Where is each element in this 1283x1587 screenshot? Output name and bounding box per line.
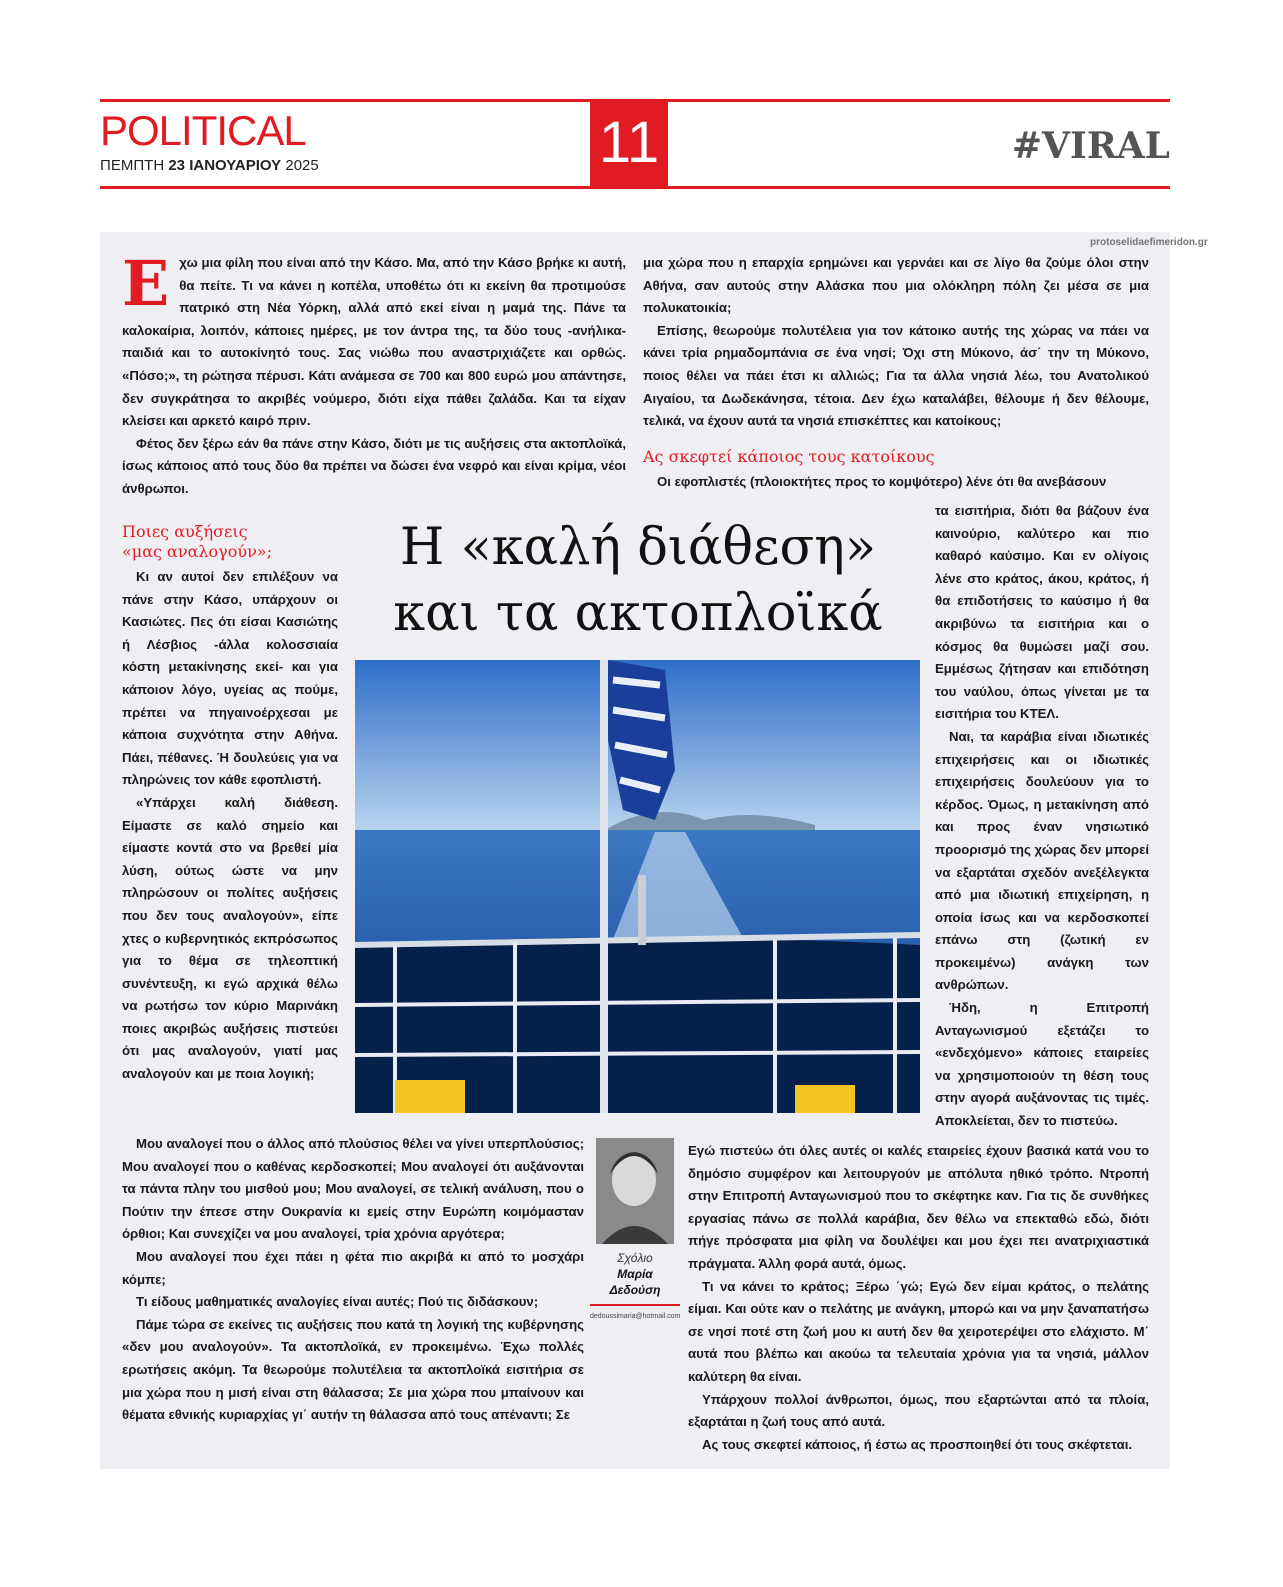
headline-line: και τα ακτοπλοϊκά xyxy=(393,584,883,643)
date-main: 23 ΙΑΝΟΥΑΡΙΟΥ xyxy=(168,157,282,174)
subheading-line: Ποιες αυξήσεις xyxy=(122,522,248,541)
date-year: 2025 xyxy=(285,157,319,174)
author-role: Σχόλιο xyxy=(617,1251,653,1265)
column-2-bottom xyxy=(688,1140,1149,1456)
paragraph: Πάμε τώρα σε εκείνες τις αυξήσεις που κατά τη λογική της κυβέρνησης «δεν μου αναλογούν». Τα ακτοπλοϊκά, εν προκειμένω. Έχω πολλές ερωτήσεις ακόμη. Τα θεωρούμε πολυτέλεια τα ακτοπλοϊκά εισιτήρια σε μια χώρα που η μισή είναι στη θάλασσα; Σε μια χώρα που μπαίνουν και θέματα εθνικής κυριαρχίας γι΄ αυτήν τη θάλασσα από τους απέναντι; Σε xyxy=(122,1316,584,1423)
paragraph: Τι να κάνει το κράτος; Ξέρω ΄γώ; Εγώ δεν είμαι κράτος, ο πελάτης είμαι. Και ούτε καν ο πελάτης με ανάγκη, μπορώ και να μην ξαναπατήσω σε νησί ποτέ στη ζωή μου κι αυτή δεν θα χειροτερέψει στο ελάχιστο. Μ΄ αυτά που βλέπω και ακούω τα τελευταία χρόνια για τα νησιά, μάλλον καλύτερη θα είναι. xyxy=(688,1278,1149,1384)
paragraph: Κι αν αυτοί δεν επιλέξουν να πάνε στην Κάσο, υπάρχουν οι Κασιώτες. Πες ότι είσαι Κασιώτης ή Λέσβιος -άλλα κολοσσιαία κόστη μετακίνησης εκεί- και για κάποιον λόγο, υγείας ας πούμε, πρέπει να πηγαινοέρχεσαι με κάποια συχνότητα στην Αθήνα. Πάει, πέθανες. Ή δουλεύεις για να πληρώνεις τον κάθε εφοπλιστή. xyxy=(122,569,338,788)
paragraph: μια χώρα που η επαρχία ερημώνει και γερνάει και σε λίγο θα ζούμε όλοι στην Αθήνα, σαν αυτούς στην Αλάσκα που μια ολόκληρη πόλη ζει μέσα σε μια πολυκατοικία; xyxy=(643,255,1149,316)
subheading: Ας σκεφτεί κάποιος τους κατοίκους xyxy=(643,446,935,466)
paragraph: Μου αναλογεί που έχει πάει η φέτα πιο ακριβά κι από το μοσχάρι κόμπε; xyxy=(122,1248,584,1287)
author-email[interactable]: dedoussimaria@hotmail.com xyxy=(590,1304,680,1325)
subheading xyxy=(122,522,338,562)
subheading-line: «μας αναλογούν»; xyxy=(122,542,272,561)
paragraph: χω μια φίλη που είναι από την Κάσο. Μα, από την Κάσο βρήκε κι αυτή, θα πείτε. Τι να κάνει η κοπέλα, υποθέτω ότι κι εκείνη θα προτιμούσε πατρικό στη Νέα Υόρκη, αλλά από εκεί είναι η μαμά της. Πάνε τα καλοκαίρια, λοιπόν, κάποιες ημέρες, με τον άντρα της, τα δύο τους -ανήλικα- παιδιά και το αυτοκίνητό τους. Σας νιώθω που αναστριχιάζετε και ορθώς. «Πόσο;», τη ρώτησα πέρυσι. Κάτι ανάμεσα σε 700 και 800 ευρώ μου απάντησε, δεν συγκράτησα το ακριβές νούμερο, διότι είχα πάθει ζαλάδα. Και τα είχαν κλείσει και αρκετό καιρό πριν. xyxy=(122,255,626,429)
article-headline xyxy=(358,515,918,647)
ferry-illustration xyxy=(355,660,920,1113)
paragraph: «Υπάρχει καλή διάθεση. Είμαστε σε καλό σημείο και είμαστε κοντά στο να βρεθεί μία λύση, ούτως ώστε να μην πληρώσουν οι πολίτες αυξήσεις που δεν τους αναλογούν», είπε χτες ο κυβερνητικός εκπρόσωπος για το θέμα σε τηλεοπτική συνέντευξη, κι εγώ αρχικά θέλω να ρωτήσω τον κύριο Μαρινάκη ποιες ακριβώς αυξήσεις πιστεύει ότι μας αναλογούν, γιατί μας αναλογούν και με ποια λογική; xyxy=(122,794,338,1082)
column-2-top xyxy=(643,252,1149,493)
column-1-bottom xyxy=(122,1133,584,1427)
column-2-narrow xyxy=(935,500,1149,1133)
watermark: protoselidaefimeridon.gr xyxy=(1090,237,1208,248)
paragraph: Φέτος δεν ξέρω εάν θα πάνε στην Κάσο, διότι με τις αυξήσεις στα ακτοπλοϊκά, ίσως κάποιος από τους δύο θα πρέπει να δώσει ένα νεφρό και είναι κρίμα, νέοι άνθρωποι. xyxy=(122,435,626,496)
page-number: 11 xyxy=(590,100,668,186)
paragraph: Ας τους σκεφτεί κάποιος, ή έστω ας προσποιηθεί ότι τους σκέφτεται. xyxy=(702,1436,1133,1452)
paragraph: Υπάρχουν πολλοί άνθρωποι, όμως, που εξαρτώνται από τα πλοία, εξαρτάται η ζωή τους από αυτά. xyxy=(688,1391,1149,1430)
paragraph: Ήδη, η Επιτροπή Ανταγωνισμού εξετάζει το «ενδεχόμενο» κάποιες εταιρείες να χρησιμοποιούν τη θέση τους στην αγορά αυξάνοντας τις τιμές. Αποκλείεται, δεν το πιστεύω. xyxy=(935,1000,1149,1129)
headline-line: Η «καλή διάθεση» xyxy=(399,518,877,577)
header-bottom-rule xyxy=(100,186,1170,189)
column-1-narrow xyxy=(122,522,338,1086)
paragraph: Τι είδους μαθηματικές αναλογίες είναι αυτές; Πού τις διδάσκουν; xyxy=(136,1294,539,1310)
date-prefix: ΠΕΜΠΤΗ xyxy=(100,157,165,174)
author-last-name: Δεδούση xyxy=(609,1283,661,1297)
brand-logo: POLITICAL xyxy=(100,107,306,154)
paragraph: τα εισιτήρια, διότι θα βάζουν ένα καινούριο, καλύτερο και πιο καθαρό καύσιμο. Και εν ολίγοις λένε στο κράτος, άκου, κράτος, ή θα επιδοτήσεις το καύσιμο ή θα ακριβύνω τα εισιτήρια και ο κόσμος θα θυμώσει μαζί σου. Εμμέσως ζήτησαν και επιδότηση του ναύλου, όπως γίνεται με τα εισιτήρια του ΚΤΕΛ. xyxy=(935,503,1149,722)
paragraph: Οι εφοπλιστές (πλοιοκτήτες προς το κομψότερο) λένε ότι θα ανεβάσουν xyxy=(657,473,1107,489)
ferry-photo xyxy=(355,660,920,1113)
paragraph: Επίσης, θεωρούμε πολυτέλεια για τον κάτοικο αυτής της χώρας να πάει να κάνει τρία ρημαδομπάνια σε ένα νησί; Όχι στη Μύκονο, άσ΄ την τη Μύκονο, ποιος θέλει να πάει έτσι κι αλλιώς; Για τα άλλα νησιά λέω, του Ανατολικού Αιγαίου, τα Δωδεκάνησα, τέτοια. Δεν έχω καταλάβει, θέλουμε ή δεν θέλουμε, τελικά, να έχουν αυτά τα νησιά επισκέπτες και κατοίκους; xyxy=(643,322,1149,429)
dateline xyxy=(100,157,319,174)
author-portrait xyxy=(596,1138,674,1244)
paragraph: Ναι, τα καράβια είναι ιδιωτικές επιχειρήσεις και οι ιδιωτικές επιχειρήσεις δουλεύουν για το κέρδος. Όμως, η μετακίνηση από και προς έναν νησιωτικό προορισμό της χώρας δεν μπορεί να εξαρτάται σχεδόν ανεξέλεγκτα από μια ιδιωτική επιχείρηση, η οποία ίσως και να κερδοσκοπεί επάνω στη (ζωτική εν προκειμένω) ανάγκη των ανθρώπων. xyxy=(935,728,1149,993)
drop-cap: Ε xyxy=(122,247,170,320)
section-label: #VIRAL xyxy=(1011,125,1170,167)
paragraph: Εγώ πιστεύω ότι όλες αυτές οι καλές εταιρείες έχουν βασικά κατά νου το δημόσιο συμφέρον και λειτουργούν με απόλυτα ηθικό τρόπο. Ντροπή στην Επιτροπή Ανταγωνισμού που το σκέφτηκε καν. Για τις δε συνθήκες εργασίας πάνω σε πολλά καράβια, δεν θέλω να επεκταθώ εδώ, διότι πήγε πρόσφατα μια φίλη να δουλέψει και μου έχει πει ανατριχιαστικά πράγματα. Άλλη φορά αυτά, όμως. xyxy=(688,1143,1149,1271)
author-photo xyxy=(596,1138,674,1244)
author-first-name: Μαρία xyxy=(617,1267,653,1281)
column-1-top xyxy=(122,247,626,501)
author-caption xyxy=(590,1250,680,1325)
paragraph: Μου αναλογεί που ο άλλος από πλούσιος θέλει να γίνει υπερπλούσιος; Μου αναλογεί που ο καθένας κερδοσκοπεί; Μου αναλογεί ότι αυξάνονται τα πάντα πλην του μισθού μου; Μου αναλογεί, σε τελική ανάλυση, που ο Πούτιν την έπεσε στην Ουκρανία κι εμείς στην Ευρώπη κοιμόμασταν όρθιοι; Και συνεχίζει να μου αναλογεί, τρία χρόνια αργότερα; xyxy=(122,1136,584,1242)
